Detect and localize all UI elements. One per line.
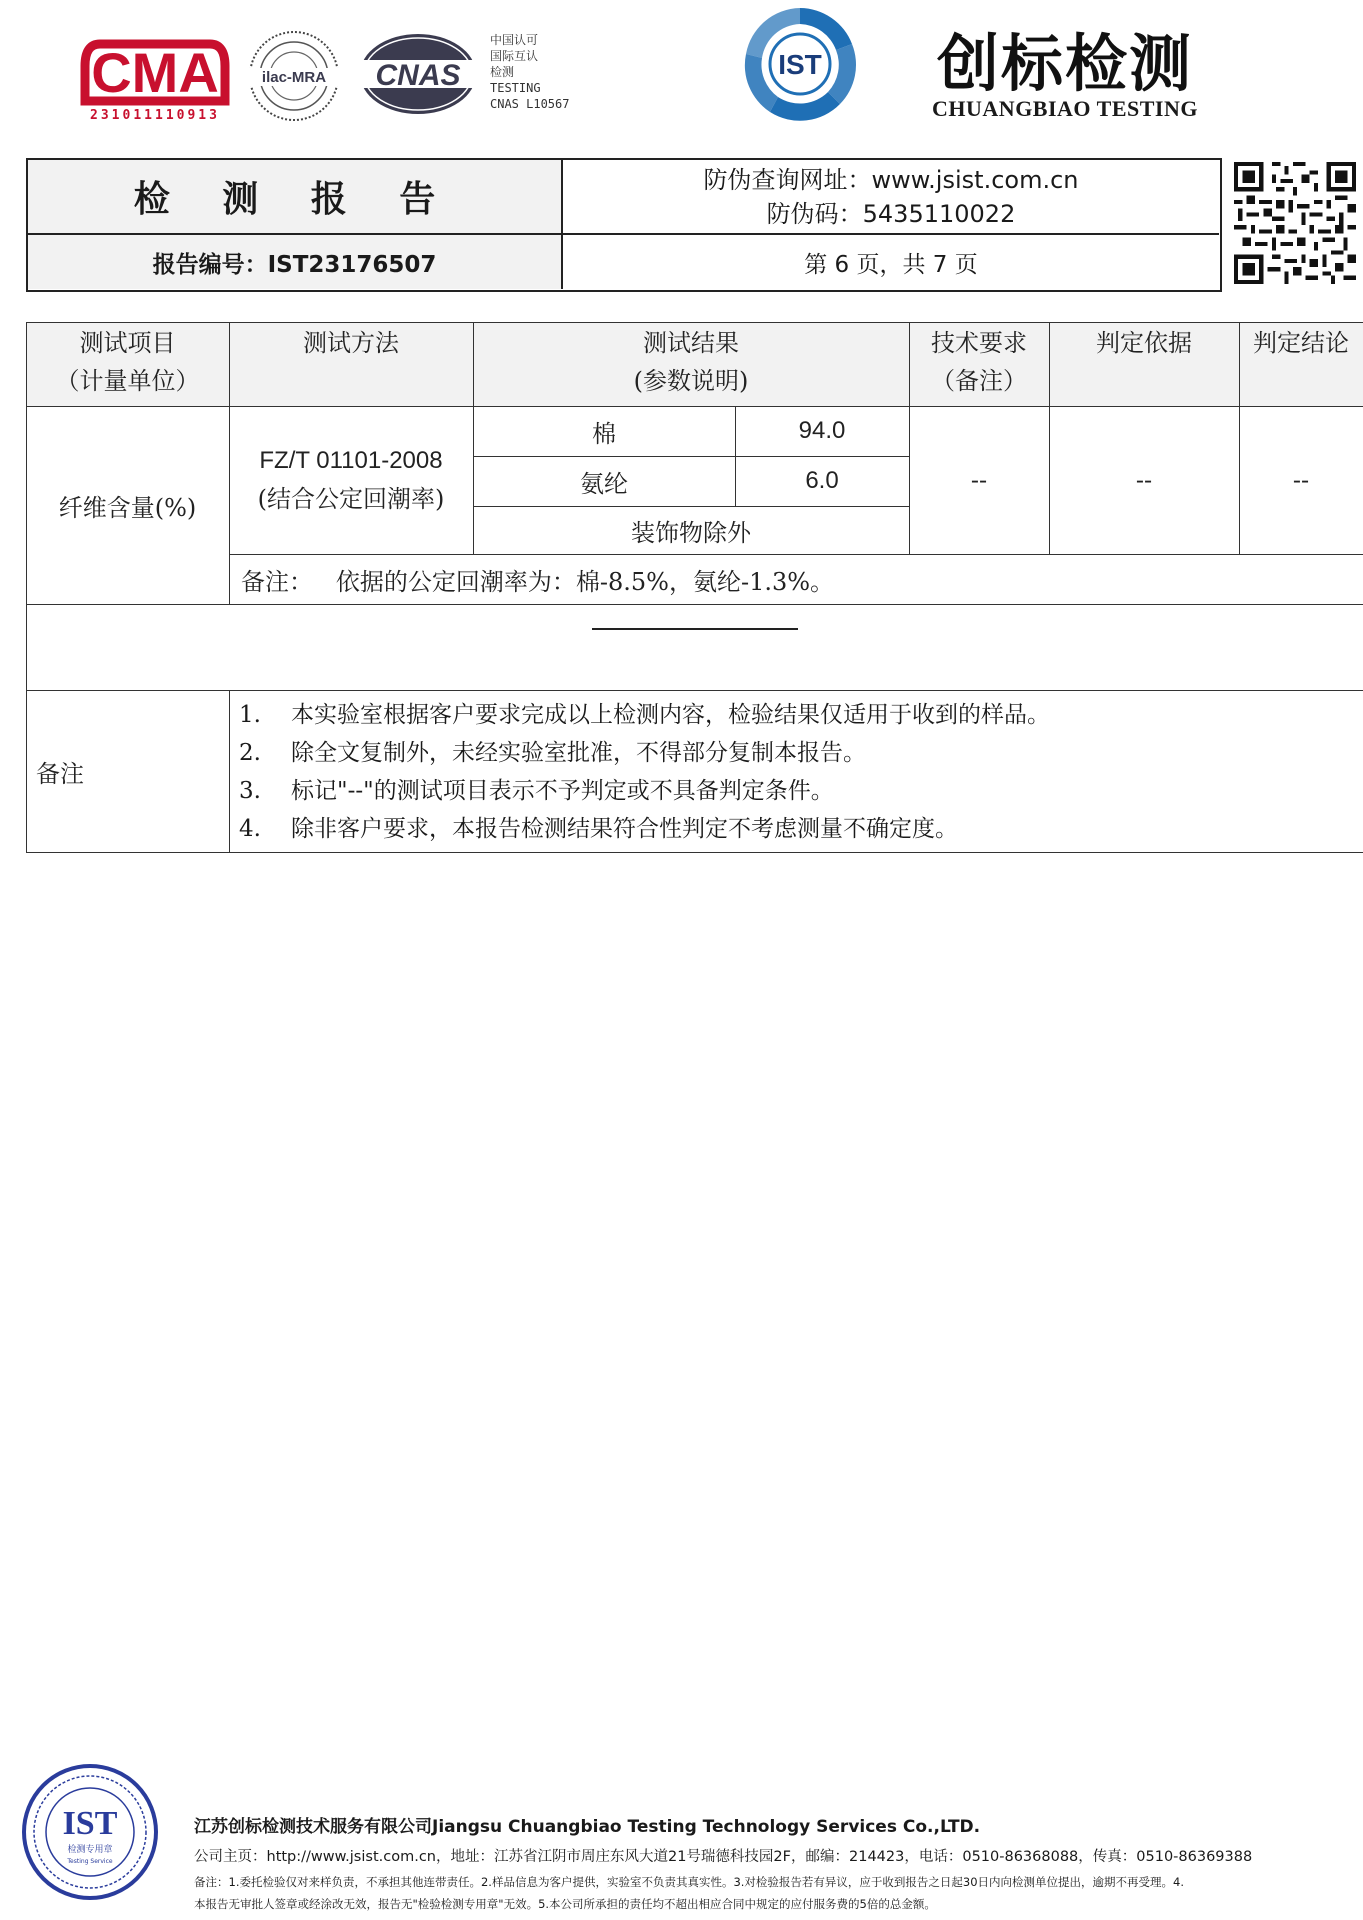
note-text: 标记"--"的测试项目表示不予判定或不具备判定条件。 [291,778,834,804]
fiber-name-cell: 棉 [592,419,616,448]
grid-line [26,322,27,852]
grid-line [229,690,230,852]
col-head-item [26,322,229,406]
report-header-table [26,158,1222,292]
ist-logo-text: IST [778,49,822,80]
footer-notes: 备注：1.委托检验仅对来样负责，不承担其他连带责任。2.样品信息为客户提供，实验室不负责其真实性。3.对检验报告若有异议，应于收到报告之日起30日内向检测单位提出，逾期不再受理。4. [194,1875,1185,1889]
grid-line [735,406,736,506]
test-method-cell [229,406,473,554]
cnas-caption-line: CNAS L10567 [490,97,570,111]
conclusion-cell: -- [1292,466,1310,494]
col-head-line: (参数说明) [633,367,749,395]
grid-line [473,456,909,457]
footer-contact: 公司主页：http://www.jsist.com.cn，地址：江苏省江阴市周庄东风大道21号瑞德科技园2F，邮编：214423，电话：0510-86368088，传真：0510-86369388 [194,1849,1253,1865]
note-item [239,772,834,805]
verification-code: 防伪码：5435110022 [766,199,1016,228]
note-number: 3. [239,778,261,804]
cnas-caption-line: 中国认可 [490,33,539,47]
note-item [239,810,958,843]
cnas-caption-line: 国际互认 [490,49,539,63]
col-head-line: 测试项目 [79,329,176,357]
verification-url[interactable]: 防伪查询网址：www.jsist.com.cn [703,165,1079,194]
cnas-caption-line: TESTING [490,81,541,95]
cnas-text: CNAS [375,59,461,92]
cma-number: 231011110913 [90,108,220,123]
grid-line [229,554,1363,555]
end-marker-line [592,628,798,630]
brand-name-en: CHUANGBIAO TESTING [932,96,1198,121]
grid-line [1239,322,1240,554]
grid-line [1049,322,1050,554]
col-head-basis [1049,322,1239,406]
footer-notes: 本报告无审批人签章或经涂改无效，报告无"检验检测专用章"无效。5.本公司所承担的责任均不超出相应合同中规定的应付服务费的5倍的总金额。 [194,1897,936,1911]
page-indicator: 第 6 页，共 7 页 [804,251,978,278]
seal-en: Testing Service [67,1858,113,1865]
method-note: (结合公定回潮率) [257,485,445,513]
ist-seal-icon [20,1762,160,1902]
footer-company: 江苏创标检测技术服务有限公司Jiangsu Chuangbiao Testing Technology Services Co.,LTD. [194,1817,981,1837]
fiber-value-cell: 6.0 [805,467,839,494]
grid-line [26,690,1363,691]
grid-line [26,322,1363,323]
col-head-line: 判定依据 [1096,329,1192,357]
col-head-line: 技术要求 [931,329,1027,357]
grid-line [26,852,1363,853]
fiber-value-cell: 94.0 [798,417,846,444]
brand-name-cn: 创标检测 [936,27,1193,100]
cnas-caption-line: 检测 [490,65,515,79]
exclusion-cell: 装饰物除外 [631,518,751,547]
seal-text: IST [62,1805,118,1842]
seal-sub: 检测专用章 [67,1845,113,1855]
ilac-mra-logo [246,28,342,124]
note-number: 4. [239,816,261,842]
method-standard: FZ/T 01101-2008 [259,447,443,474]
test-item-cell: 纤维含量(%) [58,493,197,522]
grid-line [26,604,1363,605]
col-head-line: 测试结果 [643,329,739,357]
basis-cell: -- [1135,466,1153,494]
col-head-line: （计量单位） [55,367,200,395]
cnas-caption [490,32,569,112]
note-text: 除全文复制外，未经实验室批准，不得部分复制本报告。 [291,740,866,766]
ilac-text: ilac-MRA [261,69,327,86]
note-text: 本实验室根据客户要求完成以上检测内容，检验结果仅适用于收到的样品。 [291,702,1050,728]
note-item [239,734,866,767]
verification-info [563,160,1219,235]
grid-line [473,506,909,507]
col-head-line: 测试方法 [303,329,399,357]
col-head-line: 判定结论 [1253,329,1349,357]
fiber-name-cell: 氨纶 [580,469,628,498]
grid-line [26,406,1363,407]
qr-code-icon[interactable] [1234,162,1356,284]
col-head-method [229,322,473,406]
remark-cell: 备注： 依据的公定回潮率为：棉-8.5%，氨纶-1.3%。 [241,567,835,596]
notes-label: 备注 [36,759,84,788]
col-head-conclusion [1239,322,1363,406]
grid-line [473,322,474,554]
cma-mark: CMA [91,41,219,104]
grid-line [229,322,230,604]
note-number: 1. [239,702,261,728]
ist-logo [740,4,860,124]
col-head-requirement [909,322,1049,406]
col-head-line: （备注） [931,367,1027,395]
results-table [26,322,1363,852]
grid-line [909,322,910,554]
note-number: 2. [239,740,261,766]
cnas-logo [356,30,480,118]
col-head-result [473,322,909,406]
requirement-cell: -- [970,466,988,494]
note-text: 除非客户要求，本报告检测结果符合性判定不考虑测量不确定度。 [291,816,958,842]
report-title: 检 测 报 告 [28,160,563,235]
report-number: 报告编号：IST23176507 [28,235,563,289]
note-item [239,696,1050,729]
